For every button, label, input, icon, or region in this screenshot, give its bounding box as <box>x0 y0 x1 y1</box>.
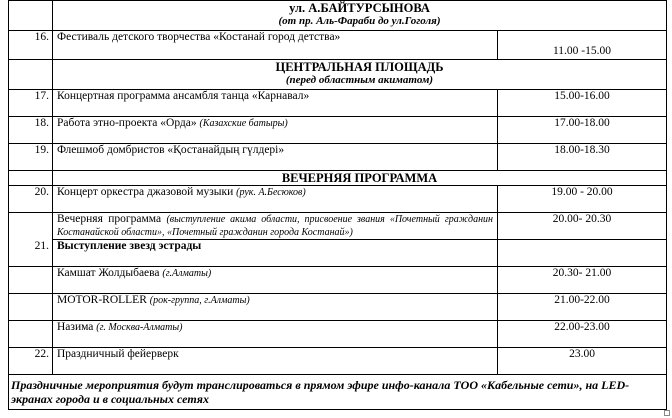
event-time: 17.00-18.00 <box>498 117 667 144</box>
event-time: 23.00 <box>498 348 667 375</box>
footer-row <box>9 375 667 410</box>
event-title: MOTOR-ROLLER <box>57 294 147 306</box>
row-number: 22. <box>9 348 53 375</box>
event-title-cell <box>53 267 498 294</box>
row-number-empty <box>9 294 53 321</box>
event-title: Камшат Жолдыбаева <box>57 267 160 279</box>
table-row <box>9 321 667 348</box>
row-number: 20. <box>9 186 53 213</box>
section-title: ЦЕНТРАЛЬНАЯ ПЛОЩАДЬ <box>275 60 444 74</box>
table-row <box>9 213 667 240</box>
section-num-cell <box>9 1 53 31</box>
row-number-empty <box>9 213 53 240</box>
table-row <box>9 348 667 375</box>
event-title-cell <box>53 186 498 213</box>
section-header-evening <box>9 171 667 186</box>
section-title: ВЕЧЕРНЯЯ ПРОГРАММА <box>53 171 667 186</box>
row-number-empty <box>9 321 53 348</box>
schedule-table <box>8 0 667 410</box>
event-note: (рок-группа, г.Алматы) <box>149 295 250 306</box>
section-title: ул. А.БАЙТУРСЫНОВА <box>289 1 430 15</box>
table-row <box>9 90 667 117</box>
section-subtitle: (от пр. Аль-Фараби до ул.Гоголя) <box>278 15 441 27</box>
event-title: Выступление звезд эстрады <box>53 240 498 267</box>
event-title: Праздничный фейерверк <box>53 348 498 375</box>
section-subtitle: (перед областным акиматом) <box>285 74 434 86</box>
event-time-empty <box>498 240 667 267</box>
row-number-empty <box>9 267 53 294</box>
event-title: Работа этно-проекта «Орда» <box>57 117 197 129</box>
table-row <box>9 117 667 144</box>
event-time: 18.00-18.30 <box>498 144 667 171</box>
resize-handle-icon <box>664 410 670 416</box>
row-number: 17. <box>9 90 53 117</box>
table-row <box>9 31 667 60</box>
event-note: (г.Алматы) <box>162 268 212 279</box>
row-number: 19. <box>9 144 53 171</box>
event-title-cell <box>53 321 498 348</box>
table-row <box>9 144 667 171</box>
event-time: 22.00-23.00 <box>498 321 667 348</box>
event-title-cell <box>53 294 498 321</box>
table-row <box>9 267 667 294</box>
event-note: (г. Москва-Алматы) <box>96 322 183 333</box>
section-title-cell <box>53 1 667 31</box>
table-row <box>9 294 667 321</box>
event-title: Концерт оркестра джазовой музыки <box>57 186 234 198</box>
event-note: (рук. А.Бесюков) <box>236 187 306 198</box>
row-number: 18. <box>9 117 53 144</box>
event-note: (Казахские батыры) <box>199 118 288 129</box>
event-time: 20.30- 21.00 <box>498 267 667 294</box>
row-number: 21. <box>9 240 53 267</box>
table-row <box>9 240 667 267</box>
section-title-cell <box>53 60 667 90</box>
event-title: Фестиваль детского творчества «Костанай город детства» <box>53 31 498 60</box>
event-time: 20.00- 20.30 <box>498 213 667 240</box>
event-title: Флешмоб домбристов «Қостанайдың гүлдері» <box>53 144 498 171</box>
section-header-central <box>9 60 667 90</box>
section-header-baitursynova <box>9 1 667 31</box>
event-time: 21.00-22.00 <box>498 294 667 321</box>
section-num-cell <box>9 171 53 186</box>
event-title-cell <box>53 117 498 144</box>
event-title: Назима <box>57 321 94 333</box>
event-time: 15.00-16.00 <box>498 90 667 117</box>
event-title-cell <box>53 213 498 240</box>
table-row <box>9 186 667 213</box>
event-time: 19.00 - 20.00 <box>498 186 667 213</box>
row-number: 16. <box>9 31 53 60</box>
event-note: (выступление акима области, присвоение звания «Почетный гражданин Костанайской области», «Почетный гражданин города Костанай») <box>57 214 493 238</box>
broadcast-note: Праздничные мероприятия будут транслироваться в прямом эфире инфо-канала ТОО «Кабельные сети», на LED-экранах города и в социальных сетях <box>9 375 667 410</box>
section-num-cell <box>9 60 53 90</box>
event-time: 11.00 -15.00 <box>498 31 667 60</box>
event-title: Вечерняя программа <box>57 213 162 225</box>
event-title: Концертная программа ансамбля танца «Карнавал» <box>53 90 498 117</box>
